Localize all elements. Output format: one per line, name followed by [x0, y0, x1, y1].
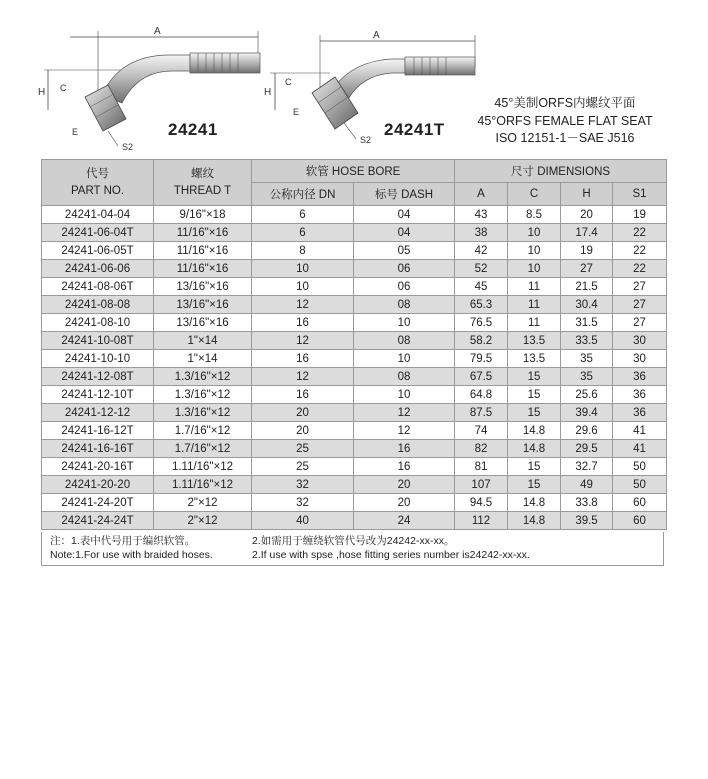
cell-part-no: 24241-06-06 — [42, 260, 154, 278]
cell-a: 81 — [455, 458, 508, 476]
cell-dash: 04 — [354, 206, 455, 224]
title-english: 45°ORFS FEMALE FLAT SEAT — [477, 113, 653, 128]
cell-dn: 6 — [252, 206, 354, 224]
cell-c: 10 — [508, 224, 561, 242]
dim-h-label: H — [38, 87, 46, 98]
dim-e-label-right: E — [293, 107, 300, 117]
cell-dn: 10 — [252, 260, 354, 278]
cell-dn: 12 — [252, 368, 354, 386]
cell-h: 35 — [561, 368, 613, 386]
cell-thread: 13/16"×16 — [154, 278, 252, 296]
cell-dash: 08 — [354, 332, 455, 350]
table-row — [42, 206, 667, 224]
cell-h: 29.6 — [561, 422, 613, 440]
cell-dn: 8 — [252, 242, 354, 260]
cell-a: 67.5 — [455, 368, 508, 386]
cell-a: 112 — [455, 512, 508, 530]
notes — [41, 532, 664, 566]
cell-c: 15 — [508, 386, 561, 404]
table-row — [42, 458, 667, 476]
cell-thread: 2"×12 — [154, 512, 252, 530]
table-row — [42, 260, 667, 278]
cell-h: 17.4 — [561, 224, 613, 242]
cell-part-no: 24241-10-10 — [42, 350, 154, 368]
cell-thread: 11/16"×16 — [154, 224, 252, 242]
header-thread-cn: 螺纹 — [191, 167, 214, 180]
cell-c: 8.5 — [508, 206, 561, 224]
cell-part-no: 24241-24-24T — [42, 512, 154, 530]
cell-c: 15 — [508, 368, 561, 386]
table-row — [42, 278, 667, 296]
table-row — [42, 296, 667, 314]
table-row — [42, 476, 667, 494]
cell-a: 58.2 — [455, 332, 508, 350]
spec-table — [41, 159, 667, 530]
cell-s1: 36 — [613, 404, 667, 422]
cell-dn: 20 — [252, 404, 354, 422]
cell-thread: 11/16"×16 — [154, 260, 252, 278]
cell-dn: 32 — [252, 476, 354, 494]
cell-dn: 16 — [252, 314, 354, 332]
cell-a: 107 — [455, 476, 508, 494]
cell-dash: 06 — [354, 278, 455, 296]
note-en-1: Note:1.For use with braided hoses. — [50, 549, 213, 561]
cell-dash: 20 — [354, 494, 455, 512]
cell-a: 94.5 — [455, 494, 508, 512]
cell-dash: 12 — [354, 422, 455, 440]
cell-dash: 12 — [354, 404, 455, 422]
dim-e-label: E — [72, 127, 79, 137]
dim-a-label-right: A — [373, 30, 380, 41]
cell-part-no: 24241-12-12 — [42, 404, 154, 422]
cell-dn: 25 — [252, 440, 354, 458]
cell-h: 33.8 — [561, 494, 613, 512]
cell-dash: 16 — [354, 458, 455, 476]
cell-dash: 08 — [354, 296, 455, 314]
dim-s2-label-right: S2 — [360, 135, 372, 145]
cell-thread: 1.3/16"×12 — [154, 404, 252, 422]
cell-h: 49 — [561, 476, 613, 494]
cell-s1: 22 — [613, 224, 667, 242]
header-hose-bore: 软管 HOSE BORE — [252, 160, 455, 183]
cell-s1: 27 — [613, 314, 667, 332]
cell-c: 11 — [508, 296, 561, 314]
cell-s1: 41 — [613, 422, 667, 440]
cell-s1: 36 — [613, 368, 667, 386]
header-dash: 标号 DASH — [354, 183, 455, 206]
cell-s1: 22 — [613, 242, 667, 260]
cell-a: 82 — [455, 440, 508, 458]
cell-c: 15 — [508, 476, 561, 494]
header-thread — [154, 160, 252, 206]
table-row — [42, 422, 667, 440]
part-number-24241t: 24241T — [384, 120, 445, 139]
cell-h: 25.6 — [561, 386, 613, 404]
cell-s1: 36 — [613, 386, 667, 404]
title-chinese: 45°美制ORFS内螺纹平面 — [494, 96, 636, 110]
cell-h: 29.5 — [561, 440, 613, 458]
cell-thread: 2"×12 — [154, 494, 252, 512]
note-en-2: 2.If use with spse ,hose fitting series number is24242-xx-xx. — [252, 549, 530, 561]
cell-part-no: 24241-12-10T — [42, 386, 154, 404]
cell-thread: 1"×14 — [154, 332, 252, 350]
cell-thread: 9/16"×18 — [154, 206, 252, 224]
dim-h-label-right: H — [264, 87, 272, 98]
header-thread-en: THREAD T — [173, 184, 232, 197]
cell-dn: 6 — [252, 224, 354, 242]
header-dimensions: 尺寸 DIMENSIONS — [455, 160, 667, 183]
cell-h: 30.4 — [561, 296, 613, 314]
cell-a: 43 — [455, 206, 508, 224]
cell-dash: 20 — [354, 476, 455, 494]
cell-part-no: 24241-16-12T — [42, 422, 154, 440]
cell-part-no: 24241-20-16T — [42, 458, 154, 476]
cell-s1: 19 — [613, 206, 667, 224]
cell-thread: 1.3/16"×12 — [154, 386, 252, 404]
header-part-no — [42, 160, 154, 206]
cell-thread: 1.7/16"×12 — [154, 422, 252, 440]
table-row — [42, 332, 667, 350]
cell-h: 32.7 — [561, 458, 613, 476]
cell-dn: 25 — [252, 458, 354, 476]
cell-s1: 27 — [613, 278, 667, 296]
cell-part-no: 24241-08-10 — [42, 314, 154, 332]
cell-c: 15 — [508, 404, 561, 422]
table-row — [42, 314, 667, 332]
cell-h: 39.4 — [561, 404, 613, 422]
cell-s1: 50 — [613, 476, 667, 494]
header-part-cn: 代号 — [86, 167, 109, 180]
dim-c-label: C — [60, 83, 67, 93]
cell-s1: 41 — [613, 440, 667, 458]
cell-s1: 30 — [613, 350, 667, 368]
cell-c: 11 — [508, 314, 561, 332]
cell-c: 10 — [508, 260, 561, 278]
table-row — [42, 224, 667, 242]
table-row — [42, 350, 667, 368]
header-h: H — [561, 183, 613, 206]
cell-h: 19 — [561, 242, 613, 260]
cell-h: 31.5 — [561, 314, 613, 332]
cell-a: 76.5 — [455, 314, 508, 332]
table-row — [42, 386, 667, 404]
cell-dash: 16 — [354, 440, 455, 458]
cell-thread: 11/16"×16 — [154, 242, 252, 260]
cell-h: 35 — [561, 350, 613, 368]
cell-dn: 16 — [252, 386, 354, 404]
cell-a: 45 — [455, 278, 508, 296]
cell-thread: 13/16"×16 — [154, 296, 252, 314]
dim-c-label-right: C — [285, 77, 292, 87]
cell-s1: 60 — [613, 494, 667, 512]
cell-thread: 1.7/16"×12 — [154, 440, 252, 458]
cell-dn: 16 — [252, 350, 354, 368]
cell-a: 42 — [455, 242, 508, 260]
fitting-left-drawing — [38, 26, 260, 152]
cell-dn: 12 — [252, 296, 354, 314]
cell-part-no: 24241-08-08 — [42, 296, 154, 314]
cell-dash: 24 — [354, 512, 455, 530]
cell-thread: 1"×14 — [154, 350, 252, 368]
cell-c: 14.8 — [508, 512, 561, 530]
cell-dn: 32 — [252, 494, 354, 512]
cell-h: 20 — [561, 206, 613, 224]
cell-part-no: 24241-24-20T — [42, 494, 154, 512]
cell-c: 15 — [508, 458, 561, 476]
cell-h: 33.5 — [561, 332, 613, 350]
cell-a: 38 — [455, 224, 508, 242]
cell-dash: 10 — [354, 314, 455, 332]
note-cn-2: 2.如需用于缠绕软管代号改为24242-xx-xx。 — [252, 535, 455, 547]
table-row — [42, 368, 667, 386]
cell-s1: 30 — [613, 332, 667, 350]
cell-c: 14.8 — [508, 494, 561, 512]
title-standard: ISO 12151-1－SAE J516 — [495, 131, 635, 145]
note-cn-1: 注：1.表中代号用于编织软管。 — [50, 535, 196, 547]
table-row — [42, 440, 667, 458]
cell-dn: 20 — [252, 422, 354, 440]
cell-dash: 06 — [354, 260, 455, 278]
cell-part-no: 24241-12-08T — [42, 368, 154, 386]
cell-part-no: 24241-04-04 — [42, 206, 154, 224]
header-s1: S1 — [613, 183, 667, 206]
table-row — [42, 242, 667, 260]
cell-part-no: 24241-16-16T — [42, 440, 154, 458]
cell-dn: 40 — [252, 512, 354, 530]
cell-thread: 13/16"×16 — [154, 314, 252, 332]
dim-s2-label: S2 — [122, 142, 134, 152]
header-part-en: PART NO. — [70, 184, 125, 197]
cell-part-no: 24241-08-06T — [42, 278, 154, 296]
title-block — [455, 95, 675, 148]
cell-s1: 60 — [613, 512, 667, 530]
cell-c: 10 — [508, 242, 561, 260]
cell-thread: 1.11/16"×12 — [154, 476, 252, 494]
cell-a: 79.5 — [455, 350, 508, 368]
header-a: A — [455, 183, 508, 206]
cell-c: 13.5 — [508, 350, 561, 368]
cell-s1: 22 — [613, 260, 667, 278]
cell-s1: 50 — [613, 458, 667, 476]
cell-part-no: 24241-10-08T — [42, 332, 154, 350]
cell-c: 11 — [508, 278, 561, 296]
cell-c: 14.8 — [508, 440, 561, 458]
cell-a: 87.5 — [455, 404, 508, 422]
cell-dash: 04 — [354, 224, 455, 242]
cell-part-no: 24241-20-20 — [42, 476, 154, 494]
cell-a: 74 — [455, 422, 508, 440]
cell-h: 27 — [561, 260, 613, 278]
header-c: C — [508, 183, 561, 206]
cell-dash: 10 — [354, 350, 455, 368]
part-number-24241: 24241 — [168, 120, 218, 139]
cell-dash: 05 — [354, 242, 455, 260]
table-row — [42, 512, 667, 530]
cell-thread: 1.11/16"×12 — [154, 458, 252, 476]
cell-a: 65.3 — [455, 296, 508, 314]
cell-dn: 12 — [252, 332, 354, 350]
cell-dash: 10 — [354, 386, 455, 404]
cell-a: 52 — [455, 260, 508, 278]
cell-part-no: 24241-06-04T — [42, 224, 154, 242]
table-row — [42, 494, 667, 512]
dim-a-label: A — [154, 26, 161, 37]
cell-h: 21.5 — [561, 278, 613, 296]
cell-part-no: 24241-06-05T — [42, 242, 154, 260]
cell-dash: 08 — [354, 368, 455, 386]
table-row — [42, 404, 667, 422]
cell-a: 64.8 — [455, 386, 508, 404]
cell-c: 14.8 — [508, 422, 561, 440]
cell-h: 39.5 — [561, 512, 613, 530]
cell-c: 13.5 — [508, 332, 561, 350]
cell-s1: 27 — [613, 296, 667, 314]
cell-thread: 1.3/16"×12 — [154, 368, 252, 386]
header-dn: 公称内径 DN — [252, 183, 354, 206]
cell-dn: 10 — [252, 278, 354, 296]
